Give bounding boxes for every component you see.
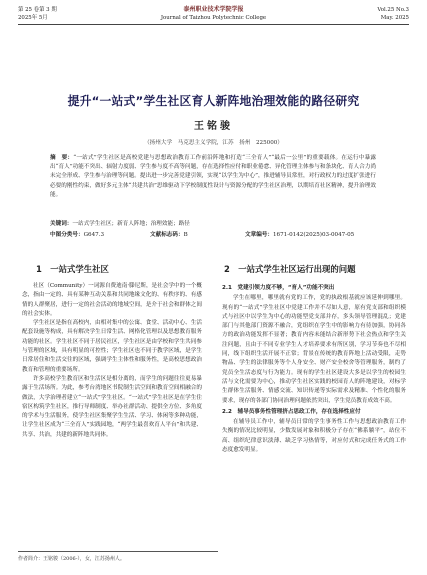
- running-header: [18, 6, 409, 34]
- subsection-heading: 2.1 党建引领力度不够，“育人”功能不突出: [222, 285, 335, 291]
- left-column: [22, 282, 202, 548]
- article-no-value: 1671-0142(2025)03-0047-05: [272, 232, 355, 238]
- header-rule: [18, 24, 409, 25]
- body-paragraph: 在辅导员工作中，辅导员日常的学生事务性工作与思想政治教育工作失衡的情况比较明显，少数发展对象和积极分子存在“佛系躺平”，站位不高、组织纪律意识淡薄、缺乏学习热情等，对应付式和完成任务式的工作态度愈发明显。: [222, 419, 406, 454]
- volume-issue-en: [377, 6, 409, 22]
- clc-label: 中图分类号：: [50, 232, 84, 238]
- volume-line-en: Vol.25 No.3: [377, 7, 409, 13]
- doc-value: B: [183, 232, 188, 238]
- right-column: [222, 282, 406, 548]
- body-paragraph: 学生社区是指在高校内，由相对集中的公寓、食堂、活动中心、生活配套设施等构成，具有解决学生日常生活、网格化管理以及思想教育服务功能的社区。学生社区不同于居民社区，学生社区是由学校和学生共同参与管理的区域，具有明显的可控性；学生社区也不同于教学区域，是学生日常居住和生活交往的区域，强调学生主体性和服务性，是高校思想政治教育和管理的重要场所。: [22, 320, 202, 373]
- journal-name-cn: 泰州职业技术学院学报: [183, 6, 244, 13]
- journal-name: [18, 6, 409, 22]
- affiliation: （扬州大学 马克思主义学院，江苏 扬州 225000）: [144, 140, 283, 146]
- section-1-heading: 1 一站式学生社区: [36, 264, 109, 274]
- body-paragraph: 许多高校学生教育区和生活区是相分离的，而学生的问题往往更易暴露于生活场所。为此，参考台湾地区书院制生活空间和教育空间相融合的做法，大学治理者建立“一站式”学生社区。“一站式”学生社区是在学生住宿区构筑学生社区，推行导师制度、举办社群活动、提供全方位、多角度的学术与生活服务，使学生社区集聚学生生活、学习、体闲等多种功能，让学生社区成为“三全育人”实践园地，“两学生最喜欢育人平台”和共建、共享、共治，共建的新阵地共同体。: [22, 375, 202, 438]
- subsection-heading: 2.2 辅导员事务性管理挤占思政工作，存在选择性应付: [222, 408, 361, 415]
- article-no-label: 文章编号：: [245, 232, 273, 238]
- date-line: 2025年 5月: [18, 15, 48, 21]
- clc-value: G647.3: [83, 232, 105, 238]
- paper-title: 提升“一站式”学生社区育人新阵地治理效能的路径研究: [67, 94, 360, 108]
- abstract-label: 摘 要：: [50, 155, 74, 161]
- doc-field: [150, 230, 188, 238]
- section-2-heading: 2 一站式学生社区运行出现的问题: [224, 264, 356, 274]
- keywords-label: 关键词：: [50, 221, 73, 227]
- abstract-text: “一站式”学生社区是高校党建与思想政治教育工作前沿阵地和打造“三全育人”“最后一公里”的重要载体。在运行中暴露出“育人”功能不突出、辐射力度弱、学生参与度不高等问题，存在选择性应付和职业倦怠、异化管理主体参与和条块化、育人合力尚未完全形成、学生参与治理等问题。提出进一步完善党建引领，实现“以学生为中心”，推进辅导员常驻，对行政权力的过度扩张进行必要的刚性约束，做好多元主体“共建共治”思维驱动下学校制度性设计与资源分配的学生社区治理，以期培育社区精神，提升治理效能。: [50, 155, 376, 198]
- abstract: [50, 154, 376, 200]
- author-footnote: 作者简介：王铭骏（2006-），女，江苏扬州人。: [18, 551, 218, 562]
- body-paragraph: 学生在哪里，哪里就有党的工作，党的执政根基就应该延伸到哪里。现有的“一站式”学生社区中党建工作并不尽如人意，原有党支部和组织模式与社区中以学生为中心的功能型党支部并存，多头领导管理混乱；党建部门与其他部门资源不融合，党组织在学生中的影响力有待加强，协同各方的政治功能发挥不显著；教育内容未能结合新形势下社会热点和学生关注问题，且由于不同专业学生人才培养要求有所区别，学习节奏也不尽相同，线下组织生活开展不正常；背景在传统的教育阵地上活动受限，走势物品、学生的法律服务等个人身安全、财产安全校舍等管理服务，制约了党员全生活态度与行为能力。现有的学生社区建设大多是以学生的校园生活与文化需要为中心，推动学生社区实践的校园育人的阵地建设，对标学生群体生活服务、情感交流、知识传递等实际需求及精准、个性化的服务要求，现存的各部门协同治理问题依然突出，学生党员教育成效不高。: [222, 295, 406, 404]
- doc-label: 文献标志码：: [150, 232, 184, 238]
- date-line-en: May. 2025: [380, 15, 409, 21]
- clc-field: [50, 230, 104, 238]
- journal-name-en: Journal of Taizhou Polytechnic College: [160, 15, 267, 21]
- author-name: 王铭骏: [194, 121, 233, 132]
- keywords: [50, 219, 376, 227]
- volume-line: 第 25 卷第 3 期: [18, 7, 57, 13]
- keywords-text: 一站式学生社区；新育人阵地；治理效能；路径: [72, 221, 190, 227]
- body-paragraph: 社区（Community）一词源自费迪南·滕尼斯，是社会学中的一个概念，指由一定的、具有某种互动关系和共同地缘文化的、有秩序的、有感情的人群聚居，进行一定的社会活动的地域空间，是介于社会和群体之间的社会实体。: [22, 283, 202, 317]
- article-no-field: [245, 230, 354, 238]
